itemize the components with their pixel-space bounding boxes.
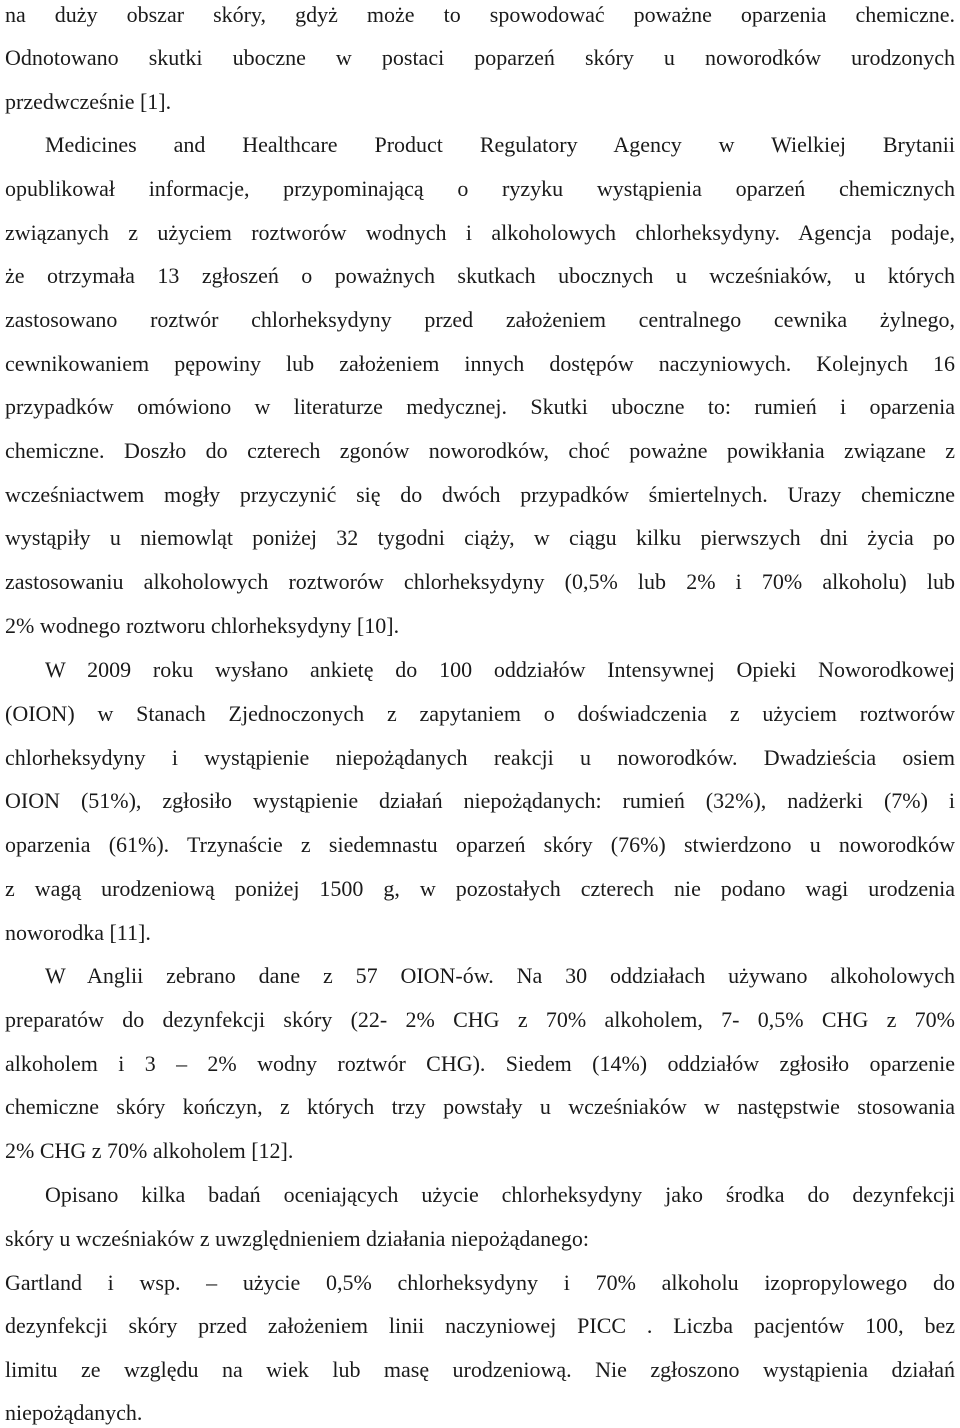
text-line: Odnotowano skutki uboczne w postaci poparzeń skóry u noworodków urodzonych xyxy=(5,45,955,70)
text-line: przedwcześnie [1]. xyxy=(5,89,172,114)
text-line: Gartland i wsp. – użycie 0,5% chlorheksydyny i 70% alkoholu izopropylowego do xyxy=(5,1270,955,1295)
text-line: OION (51%), zgłosiło wystąpienie działań niepożądanych: rumień (32%), nadżerki (7%) i xyxy=(5,788,955,813)
text-line: (OION) w Stanach Zjednoczonych z zapytaniem o doświadczenia z użyciem roztworów xyxy=(5,701,955,726)
text-line: 2% wodnego roztworu chlorheksydyny [10]. xyxy=(5,613,400,638)
text-line: oparzenia (61%). Trzynaście z siedemnastu oparzeń skóry (76%) stwierdzono u noworodków xyxy=(5,832,955,857)
text-line: W 2009 roku wysłano ankietę do 100 oddziałów Intensywnej Opieki Noworodkowej xyxy=(45,657,955,682)
text-line: opublikował informacje, przypominającą o ryzyku wystąpienia oparzeń chemicznych xyxy=(5,176,955,201)
text-line: 2% CHG z 70% alkoholem [12]. xyxy=(5,1138,294,1163)
text-line: cewnikowaniem pępowiny lub założeniem innych dostępów naczyniowych. Kolejnych 16 xyxy=(5,351,955,376)
text-line: przypadków omówiono w literaturze medycznej. Skutki uboczne to: rumień i oparzenia xyxy=(5,394,955,419)
text-line: dezynfekcji skóry przed założeniem linii naczyniowej PICC . Liczba pacjentów 100, bez xyxy=(5,1313,955,1338)
text-line: Opisano kilka badań oceniających użycie chlorheksydyny jako środka do dezynfekcji xyxy=(45,1182,955,1207)
text-line: z wagą urodzeniową poniżej 1500 g, w pozostałych czterech nie podano wagi urodzenia xyxy=(5,876,955,901)
text-line: chemiczne. Doszło do czterech zgonów noworodków, choć poważne powikłania związane z xyxy=(5,438,955,463)
text-line: Medicines and Healthcare Product Regulatory Agency w Wielkiej Brytanii xyxy=(45,132,955,157)
text-line: na duży obszar skóry, gdyż może to spowodować poważne oparzenia chemiczne. xyxy=(5,2,955,27)
text-line: wystąpiły u niemowląt poniżej 32 tygodni ciąży, w ciągu kilku pierwszych dni życia po xyxy=(5,525,955,550)
text-line: skóry u wcześniaków z uwzględnieniem działania niepożądanego: xyxy=(5,1226,589,1251)
text-line: preparatów do dezynfekcji skóry (22- 2% CHG z 70% alkoholem, 7- 0,5% CHG z 70% xyxy=(5,1007,955,1032)
text-line: W Anglii zebrano dane z 57 OION-ów. Na 30 oddziałach używano alkoholowych xyxy=(45,963,955,988)
text-line: alkoholem i 3 – 2% wodny roztwór CHG). Siedem (14%) oddziałów zgłosiło oparzenie xyxy=(5,1051,955,1076)
text-line: wcześniactwem mogły przyczynić się do dwóch przypadków śmiertelnych. Urazy chemiczne xyxy=(5,482,955,507)
text-line: noworodka [11]. xyxy=(5,920,151,945)
text-line: chemiczne skóry kończyn, z których trzy powstały u wcześniaków w następstwie stosowania xyxy=(5,1094,955,1119)
text-line: zastosowano roztwór chlorheksydyny przed założeniem centralnego cewnika żylnego, xyxy=(5,307,955,332)
text-line: zastosowaniu alkoholowych roztworów chlorheksydyny (0,5% lub 2% i 70% alkoholu) lub xyxy=(5,569,955,594)
text-line: niepożądanych. xyxy=(5,1400,143,1425)
text-line: że otrzymała 13 zgłoszeń o poważnych skutkach ubocznych u wcześniaków, u których xyxy=(5,263,955,288)
text-line: związanych z użyciem roztworów wodnych i alkoholowych chlorheksydyny. Agencja podaje, xyxy=(5,220,955,245)
text-line: chlorheksydyny i wystąpienie niepożądanych reakcji u noworodków. Dwadzieścia osiem xyxy=(5,745,955,770)
text-line: limitu ze względu na wiek lub masę urodzeniową. Nie zgłoszono wystąpienia działań xyxy=(5,1357,955,1382)
